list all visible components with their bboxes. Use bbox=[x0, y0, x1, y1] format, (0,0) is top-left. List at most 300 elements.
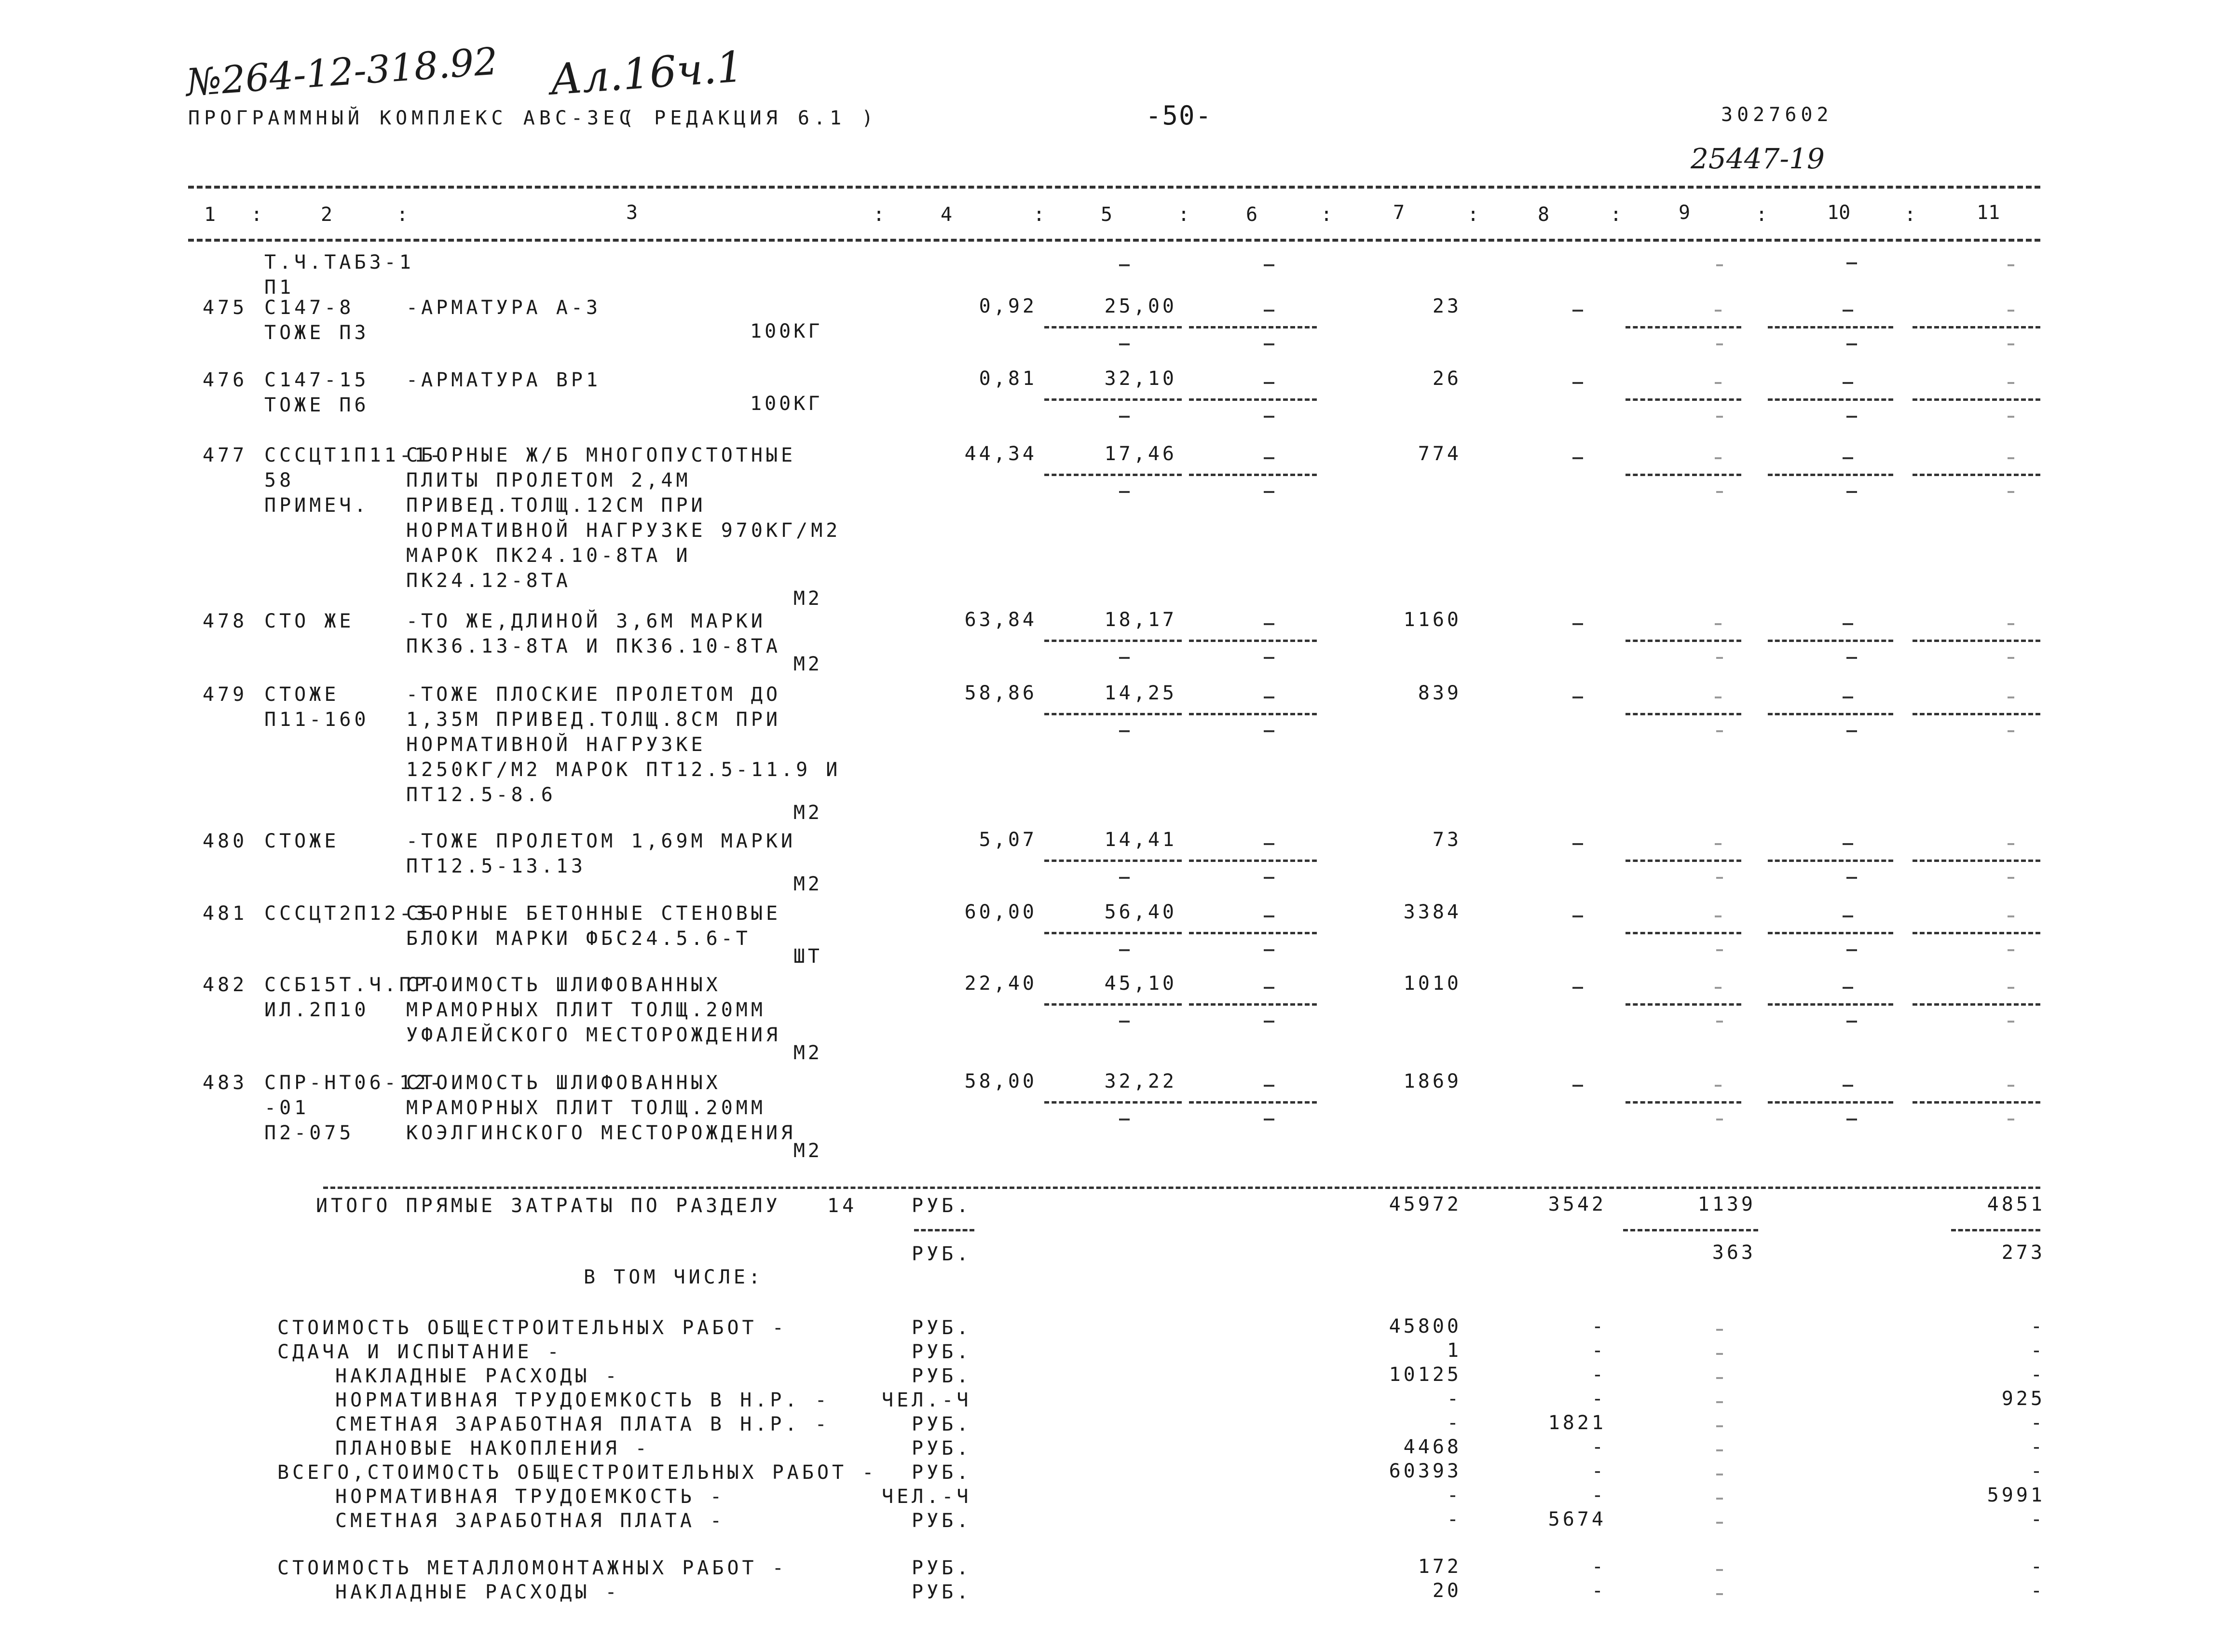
row-sep-9 bbox=[1626, 932, 1741, 934]
row-sep-5 bbox=[1044, 860, 1182, 862]
row-sub-5 bbox=[1119, 949, 1130, 951]
row-sep-10 bbox=[1768, 640, 1893, 642]
summary-c8: - bbox=[1591, 1388, 1606, 1410]
row-sep-5 bbox=[1044, 640, 1182, 642]
summary-unit: РУБ. bbox=[912, 1581, 972, 1603]
row-sub-11 bbox=[2008, 949, 2014, 951]
row-unit: М2 bbox=[793, 802, 822, 824]
row-price: 18,17 bbox=[1104, 609, 1177, 631]
row-mark-8 bbox=[1572, 1085, 1583, 1087]
row-sep-9 bbox=[1626, 860, 1741, 862]
row-mark-8 bbox=[1572, 623, 1583, 625]
col-9: 9 bbox=[1679, 202, 1691, 224]
row-description: -АРМАТУРА ВР1 bbox=[406, 369, 601, 391]
row-code: СПР-НТ06-12- -01 П2-075 bbox=[264, 1072, 444, 1144]
row-sep-5 bbox=[1044, 1101, 1182, 1104]
row-sub-11 bbox=[2008, 416, 2014, 418]
summary-unit: РУБ. bbox=[912, 1341, 972, 1363]
row-sub-6 bbox=[1264, 657, 1274, 659]
row-mark-9 bbox=[1715, 310, 1721, 312]
pre-row-mark-9 bbox=[1716, 264, 1723, 266]
row-qty: 63,84 bbox=[964, 609, 1037, 631]
row-code: С147-8 ТОЖЕ П3 bbox=[264, 297, 369, 344]
row-sub-5 bbox=[1119, 416, 1130, 418]
row-unit: М2 bbox=[793, 587, 822, 610]
row-qty: 0,92 bbox=[979, 295, 1037, 317]
row-sub-6 bbox=[1264, 949, 1274, 951]
row-sep-6 bbox=[1189, 474, 1317, 476]
summary-label: СМЕТНАЯ ЗАРАБОТНАЯ ПЛАТА - bbox=[335, 1510, 725, 1532]
pre-row-code: Т.Ч.ТАБ3-1 П1 bbox=[264, 251, 414, 299]
row-code: СТО ЖЕ bbox=[264, 610, 355, 632]
row-sep-6 bbox=[1189, 860, 1317, 862]
summary-unit: РУБ. bbox=[912, 1317, 972, 1339]
row-code: ССБ15Т.Ч.ПР- ИЛ.2П10 bbox=[264, 974, 444, 1021]
row-mark-10 bbox=[1843, 843, 1853, 845]
row-total: 73 bbox=[1432, 829, 1462, 851]
row-sep-10 bbox=[1768, 932, 1893, 934]
row-sep-10 bbox=[1768, 474, 1893, 476]
handwritten-album: Ал.16ч.1 bbox=[548, 41, 745, 105]
row-sep-11 bbox=[1913, 640, 2040, 642]
row-sub-9 bbox=[1716, 416, 1723, 418]
row-sub-6 bbox=[1264, 416, 1274, 418]
handwritten-code: 25447-19 bbox=[1691, 142, 1825, 175]
row-sub-5 bbox=[1119, 730, 1130, 732]
row-sub-5 bbox=[1119, 1021, 1130, 1023]
including-label: В ТОМ ЧИСЛЕ: bbox=[584, 1266, 764, 1288]
col-sep-8: : bbox=[1610, 204, 1622, 226]
summary-c8: - bbox=[1591, 1364, 1606, 1386]
summary-c7: - bbox=[1447, 1412, 1462, 1434]
row-total: 23 bbox=[1432, 295, 1462, 317]
row-sub-11 bbox=[2008, 877, 2014, 879]
row-sub-6 bbox=[1264, 730, 1274, 732]
summary-mark-9 bbox=[1716, 1522, 1723, 1524]
summary-unit: РУБ. bbox=[912, 1461, 972, 1484]
col-sep-9: : bbox=[1756, 204, 1768, 226]
summary-c8: - bbox=[1591, 1460, 1606, 1482]
row-sub-11 bbox=[2008, 491, 2014, 493]
row-sub-10 bbox=[1846, 491, 1857, 493]
row-sub-9 bbox=[1716, 1021, 1723, 1023]
summary-c8: 5674 bbox=[1548, 1508, 1606, 1530]
pre-row-mark-6 bbox=[1264, 264, 1274, 266]
row-qty: 44,34 bbox=[964, 443, 1037, 465]
row-price: 25,00 bbox=[1104, 295, 1177, 317]
row-mark-8 bbox=[1572, 915, 1583, 917]
row-price: 14,41 bbox=[1104, 829, 1177, 851]
row-sub-9 bbox=[1716, 877, 1723, 879]
row-mark-11 bbox=[2008, 382, 2014, 384]
summary-c7: 10125 bbox=[1389, 1364, 1462, 1386]
col-3: 3 bbox=[626, 202, 638, 224]
row-mark-6 bbox=[1264, 843, 1274, 845]
summary-label: СДАЧА И ИСПЫТАНИЕ - bbox=[277, 1341, 562, 1363]
col-6: 6 bbox=[1246, 204, 1258, 226]
edition: ( РЕДАКЦИЯ 6.1 ) bbox=[622, 107, 878, 129]
row-sub-6 bbox=[1264, 1021, 1274, 1023]
summary-unit: ЧЕЛ.-Ч bbox=[882, 1389, 972, 1411]
handwritten-doc-number: №264-12-318.92 bbox=[184, 40, 499, 105]
row-sep-6 bbox=[1189, 640, 1317, 642]
row-mark-10 bbox=[1843, 915, 1853, 917]
page-number: -50- bbox=[1146, 100, 1213, 131]
row-sub-9 bbox=[1716, 657, 1723, 659]
total-unit-underline bbox=[914, 1229, 974, 1231]
summary-c8: 1821 bbox=[1548, 1412, 1606, 1434]
summary-c8: - bbox=[1591, 1315, 1606, 1338]
row-qty: 22,40 bbox=[964, 972, 1037, 995]
summary-mark-9 bbox=[1716, 1593, 1723, 1595]
row-sub-11 bbox=[2008, 343, 2014, 345]
header-top-rule bbox=[188, 186, 2040, 189]
document-code: 3027602 bbox=[1721, 104, 1833, 126]
row-sep-11 bbox=[1913, 860, 2040, 862]
row-mark-8 bbox=[1572, 457, 1583, 459]
summary-unit: РУБ. bbox=[912, 1510, 972, 1532]
summary-c8: - bbox=[1591, 1556, 1606, 1578]
total-c11: 4851 bbox=[1987, 1193, 2045, 1215]
row-code: СССЦТ2П12-3- bbox=[264, 902, 444, 925]
row-sep-10 bbox=[1768, 1003, 1893, 1006]
col-8: 8 bbox=[1538, 204, 1550, 226]
row-qty: 60,00 bbox=[964, 901, 1037, 923]
total-c7: 45972 bbox=[1389, 1193, 1462, 1215]
summary-c7: - bbox=[1447, 1484, 1462, 1506]
summary-unit: РУБ. bbox=[912, 1557, 972, 1579]
row-mark-9 bbox=[1715, 623, 1721, 625]
col-1: 1 bbox=[204, 204, 216, 226]
col-2: 2 bbox=[321, 204, 333, 226]
row-sub-10 bbox=[1846, 730, 1857, 732]
summary-c11: - bbox=[2030, 1508, 2045, 1530]
summary-mark-9 bbox=[1716, 1425, 1723, 1427]
row-number: 481 bbox=[203, 902, 248, 925]
row-mark-10 bbox=[1843, 382, 1853, 384]
row-total: 26 bbox=[1432, 368, 1462, 390]
row-sep-5 bbox=[1044, 326, 1182, 328]
summary-c11: - bbox=[2030, 1460, 2045, 1482]
col-4: 4 bbox=[941, 204, 953, 226]
summary-label: СМЕТНАЯ ЗАРАБОТНАЯ ПЛАТА В Н.Р. - bbox=[335, 1413, 830, 1435]
row-sub-5 bbox=[1119, 1119, 1130, 1120]
row-sub-6 bbox=[1264, 491, 1274, 493]
row-sep-9 bbox=[1626, 1101, 1741, 1104]
row-mark-8 bbox=[1572, 843, 1583, 845]
row-sub-10 bbox=[1846, 657, 1857, 659]
row-number: 477 bbox=[203, 444, 248, 466]
row-price: 14,25 bbox=[1104, 682, 1177, 704]
row-sep-5 bbox=[1044, 1003, 1182, 1006]
summary-c11: - bbox=[2030, 1556, 2045, 1578]
col-sep-5: : bbox=[1178, 204, 1190, 226]
summary-label: НОРМАТИВНАЯ ТРУДОЕМКОСТЬ В Н.Р. - bbox=[335, 1389, 830, 1411]
row-mark-6 bbox=[1264, 1085, 1274, 1087]
col-sep-6: : bbox=[1321, 204, 1333, 226]
summary-c8: - bbox=[1591, 1436, 1606, 1458]
summary-c7: 1 bbox=[1447, 1339, 1462, 1362]
summary-label: НОРМАТИВНАЯ ТРУДОЕМКОСТЬ - bbox=[335, 1486, 725, 1508]
row-sep-6 bbox=[1189, 1101, 1317, 1104]
row-sep-5 bbox=[1044, 474, 1182, 476]
row-description: -ТО ЖЕ,ДЛИНОЙ 3,6М МАРКИ ПК36.13-8ТА И ПК36.10-8ТА bbox=[406, 610, 781, 657]
row-total: 1869 bbox=[1403, 1070, 1462, 1092]
row-sep-6 bbox=[1189, 1003, 1317, 1006]
summary-c11: 925 bbox=[2001, 1388, 2045, 1410]
total-section: 14 bbox=[827, 1195, 858, 1217]
row-mark-11 bbox=[2008, 1085, 2014, 1087]
row-code: СССЦТ1П11-1- 58 ПРИМЕЧ. bbox=[264, 444, 444, 517]
row-sep-5 bbox=[1044, 398, 1182, 401]
row-mark-11 bbox=[2008, 457, 2014, 459]
row-mark-11 bbox=[2008, 987, 2014, 989]
row-mark-10 bbox=[1843, 310, 1853, 312]
row-number: 482 bbox=[203, 974, 248, 996]
row-qty: 58,86 bbox=[964, 682, 1037, 704]
row-mark-9 bbox=[1715, 696, 1721, 698]
row-sep-11 bbox=[1913, 1101, 2040, 1104]
summary-unit: РУБ. bbox=[912, 1413, 972, 1435]
row-mark-10 bbox=[1843, 457, 1853, 459]
col-sep-7: : bbox=[1467, 204, 1479, 226]
summary-mark-9 bbox=[1716, 1449, 1723, 1451]
row-sep-5 bbox=[1044, 713, 1182, 715]
row-sub-10 bbox=[1846, 343, 1857, 345]
row-total: 774 bbox=[1418, 443, 1462, 465]
row-mark-11 bbox=[2008, 623, 2014, 625]
row-sep-6 bbox=[1189, 932, 1317, 934]
row-sep-6 bbox=[1189, 326, 1317, 328]
total-c8: 3542 bbox=[1548, 1193, 1606, 1215]
row-description: -ТОЖЕ ПРОЛЕТОМ 1,69М МАРКИ ПТ12.5-13.13 bbox=[406, 830, 796, 877]
total-c9b: 363 bbox=[1712, 1242, 1756, 1264]
row-mark-6 bbox=[1264, 696, 1274, 698]
row-sub-11 bbox=[2008, 730, 2014, 732]
col-sep-4: : bbox=[1033, 204, 1045, 226]
row-mark-9 bbox=[1715, 457, 1721, 459]
summary-mark-9 bbox=[1716, 1401, 1723, 1403]
col-sep-3: : bbox=[873, 204, 885, 226]
row-sep-10 bbox=[1768, 1101, 1893, 1104]
row-mark-11 bbox=[2008, 696, 2014, 698]
summary-c7: 60393 bbox=[1389, 1460, 1462, 1482]
summary-c11: - bbox=[2030, 1315, 2045, 1338]
row-mark-8 bbox=[1572, 987, 1583, 989]
row-mark-10 bbox=[1843, 1085, 1853, 1087]
row-sep-6 bbox=[1189, 713, 1317, 715]
row-price: 17,46 bbox=[1104, 443, 1177, 465]
row-sub-10 bbox=[1846, 416, 1857, 418]
row-sub-9 bbox=[1716, 730, 1723, 732]
row-mark-9 bbox=[1715, 915, 1721, 917]
summary-c8: - bbox=[1591, 1484, 1606, 1506]
summary-c8: - bbox=[1591, 1339, 1606, 1362]
summary-c11: - bbox=[2030, 1339, 2045, 1362]
row-mark-8 bbox=[1572, 696, 1583, 698]
row-number: 479 bbox=[203, 683, 248, 706]
row-description: -АРМАТУРА А-3 bbox=[406, 297, 601, 319]
row-sub-11 bbox=[2008, 657, 2014, 659]
summary-mark-9 bbox=[1716, 1474, 1723, 1475]
summary-unit: ЧЕЛ.-Ч bbox=[882, 1486, 972, 1508]
row-sep-5 bbox=[1044, 932, 1182, 934]
row-code: СТОЖЕ П11-160 bbox=[264, 683, 369, 731]
pre-row-mark-5 bbox=[1119, 264, 1130, 266]
row-sub-10 bbox=[1846, 1119, 1857, 1120]
row-sub-6 bbox=[1264, 343, 1274, 345]
row-sep-11 bbox=[1913, 474, 2040, 476]
row-mark-6 bbox=[1264, 623, 1274, 625]
row-unit: М2 bbox=[793, 653, 822, 675]
row-sub-5 bbox=[1119, 657, 1130, 659]
row-sep-9 bbox=[1626, 1003, 1741, 1006]
total-c11-underline bbox=[1951, 1229, 2040, 1231]
summary-mark-9 bbox=[1716, 1498, 1723, 1500]
summary-unit: РУБ. bbox=[912, 1365, 972, 1387]
pre-row-mark-11 bbox=[2008, 264, 2014, 266]
row-sep-11 bbox=[1913, 398, 2040, 401]
row-price: 32,10 bbox=[1104, 368, 1177, 390]
summary-label: ПЛАНОВЫЕ НАКОПЛЕНИЯ - bbox=[335, 1437, 650, 1460]
row-sub-10 bbox=[1846, 949, 1857, 951]
summary-c8: - bbox=[1591, 1580, 1606, 1602]
row-sub-11 bbox=[2008, 1021, 2014, 1023]
program-title: ПРОГРАММНЫЙ КОМПЛЕКС АВС-3ЕС bbox=[188, 107, 635, 129]
row-unit: М2 bbox=[793, 873, 822, 895]
summary-unit: РУБ. bbox=[912, 1437, 972, 1460]
summary-c7: - bbox=[1447, 1508, 1462, 1530]
row-sep-11 bbox=[1913, 932, 2040, 934]
row-sub-9 bbox=[1716, 949, 1723, 951]
row-code: СТОЖЕ bbox=[264, 830, 340, 852]
row-mark-8 bbox=[1572, 310, 1583, 312]
row-sep-10 bbox=[1768, 713, 1893, 715]
total-c9: 1139 bbox=[1697, 1193, 1756, 1215]
summary-mark-9 bbox=[1716, 1329, 1723, 1331]
row-sep-10 bbox=[1768, 326, 1893, 328]
summary-c7: 172 bbox=[1418, 1556, 1462, 1578]
row-number: 476 bbox=[203, 369, 248, 391]
summary-c11: - bbox=[2030, 1364, 2045, 1386]
row-mark-6 bbox=[1264, 310, 1274, 312]
col-11: 11 bbox=[1977, 202, 2000, 224]
row-mark-6 bbox=[1264, 987, 1274, 989]
row-price: 32,22 bbox=[1104, 1070, 1177, 1092]
row-mark-11 bbox=[2008, 915, 2014, 917]
summary-c7: 4468 bbox=[1403, 1436, 1462, 1458]
row-sub-5 bbox=[1119, 877, 1130, 879]
row-mark-9 bbox=[1715, 382, 1721, 384]
row-description: СБОРНЫЕ Ж/Б МНОГОПУСТОТНЫЕ ПЛИТЫ ПРОЛЕТОМ 2,4М ПРИВЕД.ТОЛЩ.12СМ ПРИ НОРМАТИВНОЙ НАГРУЗКЕ 970КГ/М2 МАРОК ПК24.10-8ТА И ПК24.12-8ТА bbox=[406, 444, 841, 592]
row-mark-6 bbox=[1264, 382, 1274, 384]
row-sub-6 bbox=[1264, 1119, 1274, 1120]
total-c9-underline bbox=[1623, 1229, 1758, 1231]
row-sep-9 bbox=[1626, 326, 1741, 328]
summary-c7: - bbox=[1447, 1388, 1462, 1410]
row-mark-9 bbox=[1715, 987, 1721, 989]
row-mark-10 bbox=[1843, 987, 1853, 989]
summary-c11: - bbox=[2030, 1436, 2045, 1458]
row-sub-9 bbox=[1716, 1119, 1723, 1120]
col-sep-2: : bbox=[396, 204, 409, 226]
row-unit: М2 bbox=[793, 1140, 822, 1162]
col-10: 10 bbox=[1827, 202, 1851, 224]
pre-row-mark-10 bbox=[1846, 262, 1857, 264]
row-sub-10 bbox=[1846, 1021, 1857, 1023]
row-sub-9 bbox=[1716, 491, 1723, 493]
row-sub-5 bbox=[1119, 491, 1130, 493]
summary-c11: - bbox=[2030, 1412, 2045, 1434]
summary-c11: 5991 bbox=[1987, 1484, 2045, 1506]
total-unit-2: РУБ. bbox=[912, 1243, 972, 1265]
total-unit-1: РУБ. bbox=[912, 1195, 972, 1217]
row-sub-10 bbox=[1846, 877, 1857, 879]
col-sep-1: : bbox=[251, 204, 263, 226]
row-number: 478 bbox=[203, 610, 248, 632]
row-description: -ТОЖЕ ПЛОСКИЕ ПРОЛЕТОМ ДО 1,35М ПРИВЕД.ТОЛЩ.8СМ ПРИ НОРМАТИВНОЙ НАГРУЗКЕ 1250КГ/М2 МАРОК ПТ12.5-11.9 И ПТ12.5-8.6 bbox=[406, 683, 841, 806]
row-unit: М2 bbox=[793, 1042, 822, 1064]
row-unit: ШТ bbox=[793, 945, 822, 968]
row-total: 839 bbox=[1418, 682, 1462, 704]
row-sub-9 bbox=[1716, 343, 1723, 345]
row-unit: 100КГ bbox=[750, 320, 823, 342]
row-sep-9 bbox=[1626, 474, 1741, 476]
row-mark-11 bbox=[2008, 310, 2014, 312]
col-sep-10: : bbox=[1904, 204, 1916, 226]
summary-c7: 20 bbox=[1432, 1580, 1462, 1602]
summary-c7: 45800 bbox=[1389, 1315, 1462, 1338]
row-mark-8 bbox=[1572, 382, 1583, 384]
col-7: 7 bbox=[1393, 202, 1405, 224]
row-description: СТОИМОСТЬ ШЛИФОВАННЫХ МРАМОРНЫХ ПЛИТ ТОЛЩ.20ММ КОЭЛГИНСКОГО МЕСТОРОЖДЕНИЯ bbox=[406, 1072, 796, 1144]
row-number: 475 bbox=[203, 297, 248, 319]
row-sep-10 bbox=[1768, 398, 1893, 401]
summary-label: СТОИМОСТЬ ОБЩЕСТРОИТЕЛЬНЫХ РАБОТ - bbox=[277, 1317, 787, 1339]
row-price: 56,40 bbox=[1104, 901, 1177, 923]
row-unit: 100КГ bbox=[750, 393, 823, 415]
row-sep-11 bbox=[1913, 326, 2040, 328]
summary-mark-9 bbox=[1716, 1569, 1723, 1571]
row-mark-11 bbox=[2008, 843, 2014, 845]
row-mark-9 bbox=[1715, 1085, 1721, 1087]
row-sep-11 bbox=[1913, 1003, 2040, 1006]
row-description: СБОРНЫЕ БЕТОННЫЕ СТЕНОВЫЕ БЛОКИ МАРКИ ФБС24.5.6-Т bbox=[406, 902, 781, 950]
row-sub-5 bbox=[1119, 343, 1130, 345]
row-qty: 5,07 bbox=[979, 829, 1037, 851]
col-5: 5 bbox=[1101, 204, 1113, 226]
total-label: ИТОГО ПРЯМЫЕ ЗАТРАТЫ ПО РАЗДЕЛУ bbox=[316, 1195, 781, 1217]
row-total: 1160 bbox=[1403, 609, 1462, 631]
row-sub-6 bbox=[1264, 877, 1274, 879]
total-c11b: 273 bbox=[2001, 1242, 2045, 1264]
row-price: 45,10 bbox=[1104, 972, 1177, 995]
row-number: 483 bbox=[203, 1072, 248, 1094]
row-mark-10 bbox=[1843, 696, 1853, 698]
row-number: 480 bbox=[203, 830, 248, 852]
row-total: 3384 bbox=[1403, 901, 1462, 923]
row-sep-11 bbox=[1913, 713, 2040, 715]
summary-label: НАКЛАДНЫЕ РАСХОДЫ - bbox=[335, 1581, 620, 1603]
row-description: СТОИМОСТЬ ШЛИФОВАННЫХ МРАМОРНЫХ ПЛИТ ТОЛЩ.20ММ УФАЛЕЙСКОГО МЕСТОРОЖДЕНИЯ bbox=[406, 974, 781, 1046]
row-sep-9 bbox=[1626, 713, 1741, 715]
header-bottom-rule bbox=[188, 239, 2040, 242]
row-qty: 58,00 bbox=[964, 1070, 1037, 1092]
summary-mark-9 bbox=[1716, 1353, 1723, 1355]
row-sep-9 bbox=[1626, 640, 1741, 642]
totals-rule bbox=[323, 1187, 2040, 1189]
summary-label: НАКЛАДНЫЕ РАСХОДЫ - bbox=[335, 1365, 620, 1387]
